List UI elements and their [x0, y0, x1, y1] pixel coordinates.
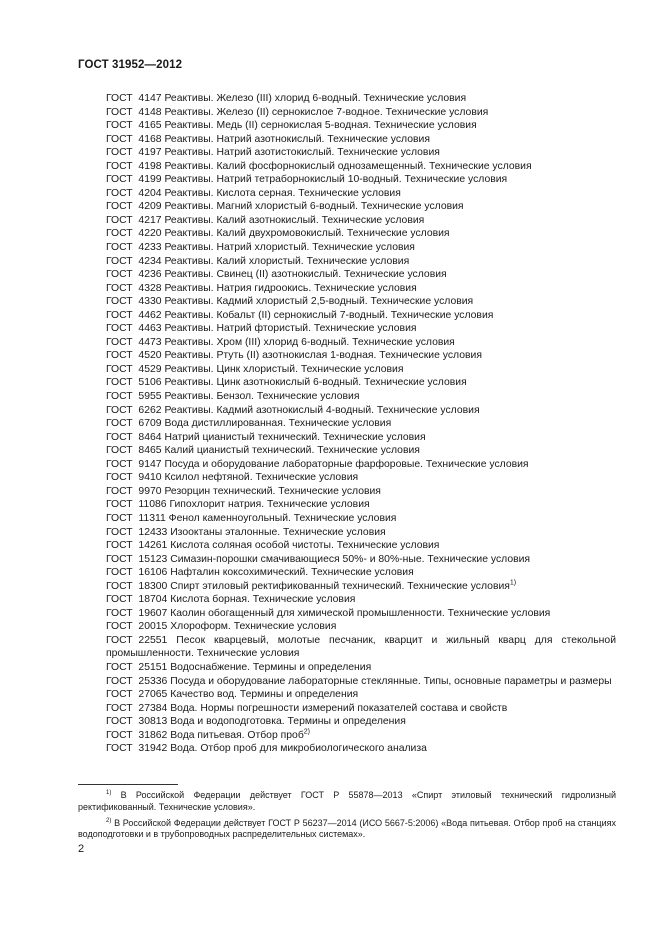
- reference-number: 14261: [138, 540, 168, 552]
- reference-item: [78, 593, 616, 607]
- reference-number: 4463: [138, 323, 162, 335]
- reference-prefix: ГОСТ: [106, 526, 133, 538]
- reference-prefix: ГОСТ: [106, 350, 133, 362]
- reference-code: [106, 742, 167, 756]
- reference-number: 6709: [138, 418, 162, 430]
- reference-code: [106, 688, 167, 702]
- reference-title: Качество вод. Термины и определения: [170, 689, 359, 701]
- reference-title: Реактивы. Бензол. Технические условия: [164, 391, 360, 403]
- reference-code: [106, 539, 167, 553]
- reference-code: [106, 675, 167, 689]
- footnotes: [78, 790, 616, 845]
- reference-code: [106, 322, 162, 336]
- reference-prefix: ГОСТ: [106, 607, 133, 619]
- reference-prefix: ГОСТ: [106, 228, 133, 240]
- reference-code: [106, 715, 167, 729]
- reference-number: 27065: [138, 689, 168, 701]
- reference-prefix: ГОСТ: [106, 309, 133, 321]
- reference-prefix: ГОСТ: [106, 323, 133, 335]
- reference-code: [106, 620, 167, 634]
- reference-item: [78, 322, 616, 336]
- reference-prefix: ГОСТ: [106, 214, 133, 226]
- reference-title: Вода. Отбор проб для микробиологического анализа: [170, 743, 427, 755]
- reference-code: [106, 92, 162, 106]
- reference-title: Гипохлорит натрия. Технические условия: [169, 499, 370, 511]
- reference-prefix: ГОСТ: [106, 336, 133, 348]
- reference-prefix: ГОСТ: [106, 404, 133, 416]
- reference-prefix: ГОСТ: [106, 93, 133, 104]
- reference-prefix: ГОСТ: [106, 255, 133, 267]
- reference-title: Кислота соляная особой чистоты. Технические условия: [170, 540, 440, 552]
- reference-prefix: ГОСТ: [106, 418, 133, 430]
- reference-item: [78, 729, 616, 743]
- reference-title: Реактивы. Ртуть (II) азотнокислая 1-водная. Технические условия: [164, 350, 482, 362]
- reference-item: [78, 471, 616, 485]
- reference-title: Реактивы. Цинк хлористый. Технические условия: [164, 363, 404, 375]
- reference-number: 6262: [138, 404, 162, 416]
- reference-item: [78, 404, 616, 418]
- reference-item: [78, 119, 616, 133]
- reference-number: 22551: [138, 634, 168, 646]
- footnote: [78, 818, 616, 842]
- reference-code: [106, 580, 167, 594]
- reference-item: [78, 106, 616, 120]
- reference-code: [106, 417, 162, 431]
- reference-number: 16106: [138, 567, 168, 579]
- reference-title: Реактивы. Свинец (II) азотнокислый. Технические условия: [164, 269, 447, 281]
- references-list: [78, 92, 616, 756]
- reference-item: [78, 200, 616, 214]
- reference-code: [106, 160, 162, 174]
- reference-item: [78, 417, 616, 431]
- reference-prefix: ГОСТ: [106, 296, 133, 308]
- reference-code: [106, 241, 162, 255]
- reference-number: 25336: [138, 675, 168, 687]
- reference-title: Нафталин коксохимический. Технические условия: [170, 567, 414, 579]
- reference-title: Реактивы. Хром (III) хлорид 6-водный. Технические условия: [164, 336, 455, 348]
- reference-number: 4199: [138, 174, 162, 186]
- reference-number: 4204: [138, 187, 162, 199]
- reference-prefix: ГОСТ: [106, 133, 133, 145]
- reference-code: [106, 119, 162, 133]
- reference-title: Резорцин технический. Технические условия: [164, 485, 381, 497]
- reference-title: Водоснабжение. Термины и определения: [170, 661, 372, 673]
- reference-item: [78, 661, 616, 675]
- reference-title: Спирт этиловый ректификованный технический. Технические условия: [170, 580, 510, 592]
- footnote: [78, 790, 616, 814]
- reference-title: Реактивы. Медь (II) сернокислая 5-водная. Технические условия: [164, 120, 477, 132]
- reference-item: [78, 146, 616, 160]
- reference-prefix: ГОСТ: [106, 472, 133, 484]
- reference-title: Каолин обогащенный для химической промышленности. Технические условия: [170, 607, 551, 619]
- reference-code: [106, 526, 167, 540]
- page-header: ГОСТ 31952—2012: [78, 59, 183, 71]
- footnote-marker: 2): [303, 728, 310, 736]
- reference-code: [106, 485, 162, 499]
- reference-item: [78, 376, 616, 390]
- reference-code: [106, 349, 162, 363]
- reference-prefix: ГОСТ: [106, 689, 133, 701]
- reference-item: [78, 634, 616, 661]
- reference-title: Песок кварцевый, молотые песчаник, кварцит и жильный кварц для стекольной промышленности. Технические условия: [106, 634, 616, 660]
- reference-title: Реактивы. Кобальт (II) сернокислый 7-водный. Технические условия: [164, 309, 494, 321]
- reference-number: 27384: [138, 702, 168, 714]
- reference-item: [78, 92, 616, 106]
- reference-prefix: ГОСТ: [106, 445, 133, 457]
- reference-number: 4168: [138, 133, 162, 145]
- reference-number: 15123: [138, 553, 168, 565]
- reference-number: 11311: [138, 512, 166, 524]
- footnote-marker: 1): [509, 579, 517, 587]
- reference-code: [106, 146, 162, 160]
- reference-prefix: ГОСТ: [106, 702, 133, 714]
- reference-number: 4148: [138, 106, 162, 118]
- reference-item: [78, 390, 616, 404]
- reference-item: [78, 363, 616, 377]
- reference-number: 4234: [138, 255, 162, 267]
- reference-prefix: ГОСТ: [106, 499, 133, 511]
- reference-code: [106, 376, 162, 390]
- reference-code: [106, 512, 166, 526]
- reference-code: [106, 661, 167, 675]
- reference-title: Реактивы. Натрий азотнокислый. Технические условия: [164, 133, 430, 145]
- reference-code: [106, 106, 162, 120]
- reference-code: [106, 607, 167, 621]
- reference-title: Реактивы. Калий фосфорнокислый однозамещенный. Технические условия: [164, 160, 532, 172]
- reference-number: 18300: [138, 580, 168, 592]
- reference-item: [78, 498, 616, 512]
- reference-number: 11086: [138, 499, 167, 511]
- reference-prefix: ГОСТ: [106, 729, 133, 741]
- reference-item: [78, 620, 616, 634]
- reference-code: [106, 431, 162, 445]
- reference-code: [106, 173, 162, 187]
- reference-prefix: ГОСТ: [106, 187, 133, 199]
- reference-prefix: ГОСТ: [106, 377, 133, 389]
- reference-code: [106, 214, 162, 228]
- reference-number: 9970: [138, 485, 162, 497]
- reference-title: Реактивы. Калий хлористый. Технические условия: [164, 255, 410, 267]
- reference-prefix: ГОСТ: [106, 160, 133, 172]
- reference-prefix: ГОСТ: [106, 540, 133, 552]
- reference-prefix: ГОСТ: [106, 282, 133, 294]
- reference-title: Фенол каменноугольный. Технические условия: [168, 512, 397, 524]
- reference-number: 4165: [138, 120, 162, 132]
- reference-item: [78, 580, 616, 594]
- reference-code: [106, 336, 162, 350]
- reference-prefix: ГОСТ: [106, 580, 133, 592]
- reference-number: 4330: [138, 296, 162, 308]
- reference-number: 25151: [138, 661, 168, 673]
- reference-item: [78, 133, 616, 147]
- reference-code: [106, 458, 162, 472]
- reference-item: [78, 539, 616, 553]
- reference-title: Реактивы. Натрий хлористый. Технические условия: [164, 242, 415, 254]
- reference-title: Реактивы. Кадмий хлористый 2,5-водный. Технические условия: [164, 296, 474, 308]
- reference-item: [78, 512, 616, 526]
- reference-item: [78, 255, 616, 269]
- reference-title: Калий цианистый технический. Технические условия: [164, 445, 420, 457]
- reference-number: 4520: [138, 350, 162, 362]
- reference-prefix: ГОСТ: [106, 201, 133, 213]
- reference-title: Реактивы. Железо (III) хлорид 6-водный. Технические условия: [164, 93, 467, 104]
- reference-number: 31862: [138, 729, 168, 741]
- reference-number: 20015: [138, 621, 168, 633]
- reference-prefix: ГОСТ: [106, 174, 133, 186]
- reference-title: Реактивы. Железо (II) сернокислое 7-водное. Технические условия: [164, 106, 489, 118]
- reference-number: 5955: [138, 391, 162, 403]
- reference-number: 4220: [138, 228, 162, 240]
- reference-code: [106, 553, 167, 567]
- reference-title: Вода дистиллированная. Технические условия: [164, 418, 392, 430]
- reference-item: [78, 431, 616, 445]
- reference-code: [106, 498, 167, 512]
- reference-code: [106, 390, 162, 404]
- reference-prefix: ГОСТ: [106, 716, 133, 728]
- reference-item: [78, 173, 616, 187]
- reference-number: 4197: [138, 147, 162, 159]
- reference-item: [78, 458, 616, 472]
- reference-prefix: ГОСТ: [106, 363, 133, 375]
- reference-prefix: ГОСТ: [106, 634, 133, 646]
- reference-prefix: ГОСТ: [106, 743, 133, 755]
- reference-code: [106, 200, 162, 214]
- reference-number: 9147: [138, 458, 162, 470]
- reference-item: [78, 607, 616, 621]
- reference-item: [78, 282, 616, 296]
- reference-title: Реактивы. Цинк азотнокислый 6-водный. Технические условия: [164, 377, 467, 389]
- reference-prefix: ГОСТ: [106, 675, 133, 687]
- reference-prefix: ГОСТ: [106, 269, 133, 281]
- reference-item: [78, 675, 616, 689]
- reference-title: Реактивы. Калий азотнокислый. Технические условия: [164, 214, 425, 226]
- reference-item: [78, 715, 616, 729]
- reference-prefix: ГОСТ: [106, 242, 133, 254]
- reference-code: [106, 133, 162, 147]
- reference-number: 8465: [138, 445, 162, 457]
- reference-number: 4217: [138, 214, 162, 226]
- reference-item: [78, 688, 616, 702]
- reference-item: [78, 227, 616, 241]
- reference-code: [106, 227, 162, 241]
- reference-prefix: ГОСТ: [106, 431, 133, 443]
- reference-title: Симазин-порошки смачивающиеся 50%- и 80%-ные. Технические условия: [170, 553, 531, 565]
- reference-item: [78, 702, 616, 716]
- reference-code: [106, 404, 162, 418]
- reference-title: Ксилол нефтяной. Технические условия: [164, 472, 359, 484]
- reference-prefix: ГОСТ: [106, 621, 133, 633]
- reference-item: [78, 566, 616, 580]
- page-number: 2: [78, 843, 85, 855]
- reference-title: Вода. Нормы погрешности измерений показателей состава и свойств: [170, 702, 508, 714]
- reference-number: 30813: [138, 716, 168, 728]
- reference-title: Реактивы. Натрия гидроокись. Технические условия: [164, 282, 417, 294]
- reference-number: 4236: [138, 269, 162, 281]
- footnote-text: В Российской Федерации действует ГОСТ Р 56237—2014 (ИСО 5667-5:2006) «Вода питьевая. Отбор проб на станциях водоподготовки и в трубопроводных распределительных системах».: [78, 817, 616, 840]
- reference-title: Посуда и оборудование лабораторные стеклянные. Типы, основные параметры и размеры: [170, 675, 612, 687]
- reference-title: Изооктаны эталонные. Технические условия: [170, 526, 386, 538]
- reference-item: [78, 349, 616, 363]
- reference-code: [106, 702, 167, 716]
- reference-item: [78, 268, 616, 282]
- reference-title: Реактивы. Магний хлористый 6-водный. Технические условия: [164, 201, 464, 213]
- reference-item: [78, 526, 616, 540]
- reference-number: 4209: [138, 201, 162, 213]
- footnote-mark: 1): [106, 790, 112, 796]
- reference-item: [78, 187, 616, 201]
- reference-prefix: ГОСТ: [106, 512, 133, 524]
- reference-number: 4233: [138, 242, 162, 254]
- reference-prefix: ГОСТ: [106, 594, 133, 606]
- reference-item: [78, 241, 616, 255]
- reference-prefix: ГОСТ: [106, 391, 133, 403]
- reference-item: [78, 214, 616, 228]
- reference-code: [106, 593, 167, 607]
- reference-title: Реактивы. Натрий тетраборнокислый 10-водный. Технические условия: [164, 174, 508, 186]
- reference-prefix: ГОСТ: [106, 567, 133, 579]
- footnote-mark: 2): [106, 817, 112, 824]
- reference-code: [106, 729, 167, 743]
- reference-item: [78, 485, 616, 499]
- reference-item: [78, 295, 616, 309]
- reference-prefix: ГОСТ: [106, 485, 133, 497]
- reference-title: Реактивы. Натрий азотистокислый. Технические условия: [164, 147, 440, 159]
- reference-title: Реактивы. Кислота серная. Технические условия: [164, 187, 401, 199]
- reference-prefix: ГОСТ: [106, 120, 133, 132]
- footnote-separator: [78, 784, 178, 785]
- reference-prefix: ГОСТ: [106, 106, 133, 118]
- reference-code: [106, 295, 162, 309]
- reference-title: Посуда и оборудование лабораторные фарфоровые. Технические условия: [164, 458, 529, 470]
- reference-number: 4529: [138, 363, 162, 375]
- reference-number: 9410: [138, 472, 162, 484]
- reference-item: [78, 444, 616, 458]
- reference-title: Натрий цианистый технический. Технические условия: [164, 431, 426, 443]
- reference-prefix: ГОСТ: [106, 458, 133, 470]
- reference-code: [106, 444, 162, 458]
- reference-number: 4198: [138, 160, 162, 172]
- reference-title: Реактивы. Калий двухромовокислый. Технические условия: [164, 228, 450, 240]
- reference-item: [78, 336, 616, 350]
- reference-title: Кислота борная. Технические условия: [170, 594, 356, 606]
- reference-number: 4147: [138, 93, 162, 104]
- reference-number: 31942: [138, 743, 168, 755]
- reference-title: Вода и водоподготовка. Термины и определения: [170, 716, 406, 728]
- reference-number: 19607: [138, 607, 168, 619]
- reference-number: 4328: [138, 282, 162, 294]
- reference-number: 4462: [138, 309, 162, 321]
- reference-title: Хлороформ. Технические условия: [170, 621, 337, 633]
- reference-title: Реактивы. Кадмий азотнокислый 4-водный. Технические условия: [164, 404, 480, 416]
- reference-item: [78, 160, 616, 174]
- reference-code: [106, 566, 167, 580]
- reference-number: 18704: [138, 594, 168, 606]
- reference-item: [78, 309, 616, 323]
- reference-item: [78, 553, 616, 567]
- reference-code: [106, 634, 167, 648]
- reference-code: [106, 255, 162, 269]
- reference-number: 4473: [138, 336, 162, 348]
- reference-title: Вода питьевая. Отбор проб: [170, 729, 304, 741]
- reference-code: [106, 309, 162, 323]
- reference-code: [106, 187, 162, 201]
- reference-prefix: ГОСТ: [106, 147, 133, 159]
- reference-prefix: ГОСТ: [106, 661, 133, 673]
- reference-number: 8464: [138, 431, 162, 443]
- reference-code: [106, 471, 162, 485]
- reference-item: [78, 742, 616, 756]
- reference-code: [106, 268, 162, 282]
- reference-prefix: ГОСТ: [106, 553, 133, 565]
- reference-code: [106, 363, 162, 377]
- reference-number: 5106: [138, 377, 162, 389]
- reference-code: [106, 282, 162, 296]
- reference-title: Реактивы. Натрий фтористый. Технические условия: [164, 323, 417, 335]
- footnote-text: В Российской Федерации действует ГОСТ Р 55878—2013 «Спирт этиловый технический гидролизный ректификованный. Технические условия».: [78, 790, 616, 812]
- reference-number: 12433: [138, 526, 168, 538]
